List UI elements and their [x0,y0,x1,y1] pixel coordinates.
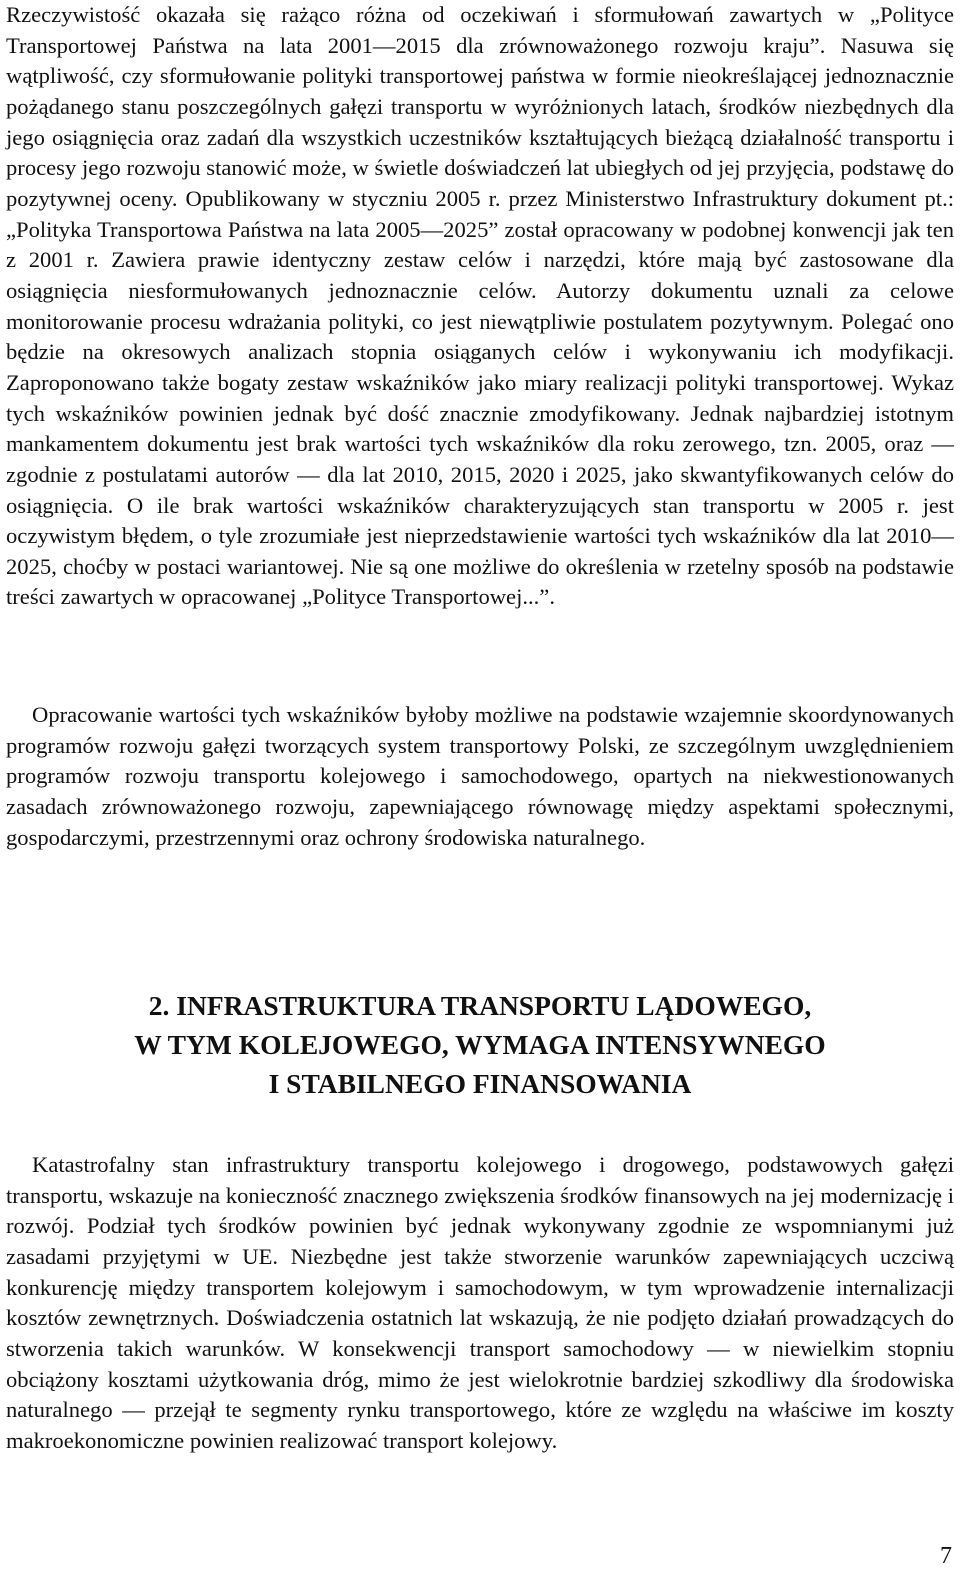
section-heading-line-1: 2. INFRASTRUKTURA TRANSPORTU LĄDOWEGO, [148,990,812,1021]
body-paragraph-2: Opracowanie wartości tych wskaźników byłoby możliwe na podstawie wzajemnie skoordynowanych programów rozwoju gałęzi tworzących system transportowy Polski, ze szczególnym uwzględnieniem programów rozwoju transportu kolejowego i samochodowego, opartych na niekwestionowanych zasadach zrównoważonego rozwoju, zapewniającego równowagę między aspektami społecznymi, gospodarczymi, przestrzennymi oraz ochrony środowiska naturalnego. [6,702,954,850]
page-number: 7 [940,1543,952,1569]
body-paragraph-1: Rzeczywistość okazała się rażąco różna od oczekiwań i sformułowań zawartych w „Polityce Transportowej Państwa na lata 2001—2015 dla zrównoważonego rozwoju kraju”. Nasuwa się wątpliwość, czy sformułowanie polityki transportowej państwa w formie nieokreślającej jednoznacznie pożądanego stanu poszczególnych gałęzi transportu w wyróżnionych latach, środków niezbędnych dla jego osiągnięcia oraz zadań dla wszystkich uczestników kształtujących bieżącą działalność transportu i procesy jego rozwoju stanowić może, w świetle doświadczeń lat ubiegłych od jej przyjęcia, podstawę do pozytywnej oceny. Opublikowany w styczniu 2005 r. przez Ministerstwo Infrastruktury dokument pt.: „Polityka Transportowa Państwa na lata 2005—2025” został opracowany w podobnej konwencji jak ten z 2001 r. Zawiera prawie identyczny zestaw celów i narzędzi, które mają być zastosowane dla osiągnięcia niesformułowanych jednoznacznie celów. Autorzy dokumentu uznali za celowe monitorowanie procesu wdrażania polityki, co jest niewątpliwie postulatem pozytywnym. Polegać ono będzie na okresowych analizach stopnia osiąganych celów i wykonywaniu ich modyfikacji. Zaproponowano także bogaty zestaw wskaźników jako miary realizacji polityki transportowej. Wykaz tych wskaźników powinien jednak być dość znacznie zmodyfikowany. Jednak najbardziej istotnym mankamentem dokumentu jest brak wartości tych wskaźników dla roku zerowego, tzn. 2005, oraz — zgodnie z postulatami autorów — dla lat 2010, 2015, 2020 i 2025, jako skwantyfikowanych celów do osiągnięcia. O ile brak wartości wskaźników charakteryzujących stan transportu w 2005 r. jest oczywistym błędem, o tyle zrozumiałe jest nieprzedstawienie wartości tych wskaźników dla lat 2010—2025, choćby w postaci wariantowej. Nie są one możliwe do określenia w rzetelny sposób na podstawie treści zawartych w opracowanej „Polityce Transportowej...”. [6,2,954,610]
section-heading-line-3: I STABILNEGO FINANSOWANIA [268,1068,692,1099]
section-heading-line-2: W TYM KOLEJOWEGO, WYMAGA INTENSYWNEGO [134,1029,826,1060]
body-paragraph-3: Katastrofalny stan infrastruktury transportu kolejowego i drogowego, podstawowych gałęzi transportu, wskazuje na konieczność znacznego zwiększenia środków finansowych na jej modernizację i rozwój. Podział tych środków powinien być jednak wykonywany zgodnie ze wspomnianymi już zasadami przyjętymi w UE. Niezbędne jest także stworzenie warunków zapewniających uczciwą konkurencję między transportem kolejowym i samochodowym, w tym wprowadzenie internalizacji kosztów zewnętrznych. Doświadczenia ostatnich lat wskazują, że nie podjęto działań prowadzących do stworzenia takich warunków. W konsekwencji transport samochodowy — w niewielkim stopniu obciążony kosztami użytkowania dróg, mimo że jest wielokrotnie bardziej szkodliwy dla środowiska naturalnego — przejął te segmenty rynku transportowego, które ze względu na właściwe im koszty makroekonomiczne powinien realizować transport kolejowy. [6,1152,954,1453]
section-heading [0,986,960,1103]
